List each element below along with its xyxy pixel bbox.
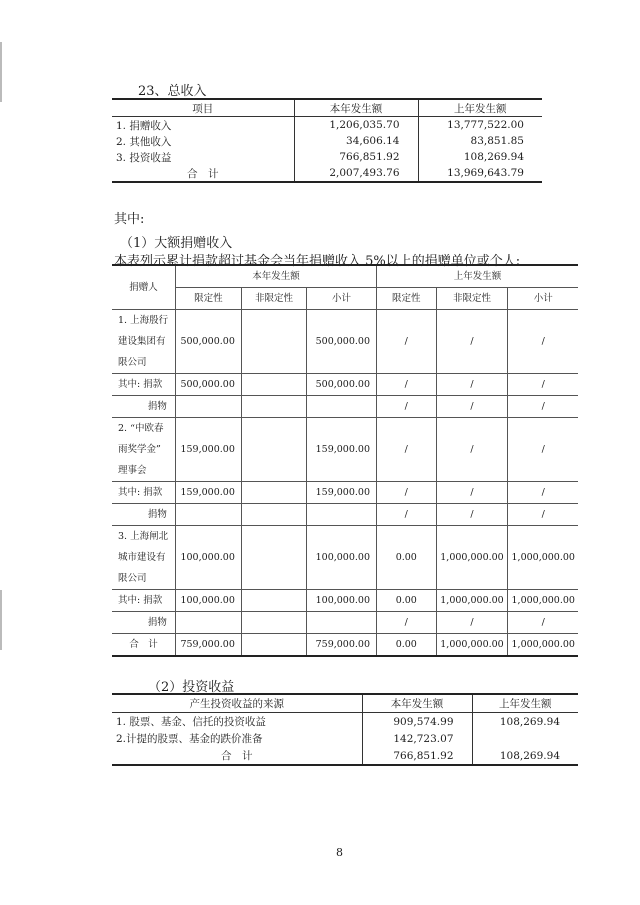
cell: 1,000,000.00 xyxy=(436,590,508,612)
goods-label: 捐物 xyxy=(112,504,175,526)
cell: 500,000.00 xyxy=(307,374,377,396)
cell: / xyxy=(508,504,578,526)
goods-row xyxy=(112,504,578,526)
cell: 100,000.00 xyxy=(307,526,377,590)
header-previous-year: 上年发生额 xyxy=(377,265,578,288)
cell: / xyxy=(377,374,437,396)
header-item: 项目 xyxy=(112,99,294,117)
page-number: 8 xyxy=(336,846,343,859)
cell: / xyxy=(436,418,508,482)
cell: / xyxy=(436,612,508,634)
cell: / xyxy=(508,612,578,634)
donor-name-line: 3. 上海闸北 xyxy=(118,531,169,542)
cash-row xyxy=(112,374,578,396)
goods-row xyxy=(112,612,578,634)
row-current: 909,574.99 xyxy=(362,713,472,731)
cell: / xyxy=(436,482,508,504)
section-title: 23、总收入 xyxy=(138,84,207,99)
total-row xyxy=(112,165,542,182)
table-row xyxy=(112,713,578,731)
row-item: 2.计提的股票、基金的跌价准备 xyxy=(116,733,263,745)
cell: / xyxy=(508,310,578,374)
cell: 159,000.00 xyxy=(307,482,377,504)
investment-table xyxy=(112,693,578,766)
cash-row xyxy=(112,590,578,612)
donor-name xyxy=(112,310,175,374)
cell: / xyxy=(436,310,508,374)
cell: / xyxy=(508,418,578,482)
row-previous: 108,269.94 xyxy=(418,149,542,165)
table-row xyxy=(112,149,542,165)
total-label: 合 计 xyxy=(221,750,253,762)
subsection-title-donations: （1）大额捐赠收入 xyxy=(120,236,233,251)
cell xyxy=(241,634,306,657)
cell: / xyxy=(377,418,437,482)
cell xyxy=(175,396,241,418)
row-previous xyxy=(472,730,578,747)
cell: / xyxy=(508,374,578,396)
subheader-unrestricted: 非限定性 xyxy=(436,288,508,310)
total-current: 2,007,493.76 xyxy=(294,165,418,182)
donor-name-line: 限公司 xyxy=(118,357,147,368)
donor-name-line: 建设集团有 xyxy=(118,336,166,347)
scan-edge-mark-bottom xyxy=(0,590,2,650)
cell: / xyxy=(377,612,437,634)
cell: 0.00 xyxy=(377,526,437,590)
donor-name-line: 限公司 xyxy=(118,573,147,584)
cell xyxy=(307,396,377,418)
row-previous: 108,269.94 xyxy=(472,713,578,731)
cell xyxy=(241,504,306,526)
cell: 500,000.00 xyxy=(307,310,377,374)
cell: 1,000,000.00 xyxy=(436,634,508,657)
total-label: 合 计 xyxy=(112,634,175,657)
cell: 100,000.00 xyxy=(175,590,241,612)
cell: / xyxy=(377,396,437,418)
goods-label: 捐物 xyxy=(112,396,175,418)
cell: / xyxy=(508,482,578,504)
cell xyxy=(175,504,241,526)
donor-name-line: 城市建设有 xyxy=(118,552,166,563)
cell: 159,000.00 xyxy=(307,418,377,482)
row-item: 3. 投资收益 xyxy=(116,151,172,164)
cell: / xyxy=(377,482,437,504)
cell: 100,000.00 xyxy=(307,590,377,612)
goods-label: 捐物 xyxy=(112,612,175,634)
donor-name xyxy=(112,526,175,590)
subheader-restricted: 限定性 xyxy=(175,288,241,310)
table-row xyxy=(112,730,578,747)
cell: 1,000,000.00 xyxy=(508,590,578,612)
subsection-title-investment: （2）投资收益 xyxy=(148,680,235,695)
donor-row xyxy=(112,526,578,590)
donor-name-line: 2. “中欧春 xyxy=(118,423,164,434)
table-row xyxy=(112,133,542,149)
cell xyxy=(241,482,306,504)
total-label: 合 计 xyxy=(187,167,219,180)
header-current: 本年发生额 xyxy=(362,694,472,713)
cell: 500,000.00 xyxy=(175,310,241,374)
cell xyxy=(241,612,306,634)
cash-label: 其中: 捐款 xyxy=(112,590,175,612)
table-row xyxy=(112,117,542,134)
cell: / xyxy=(377,310,437,374)
donor-name-line: 1. 上海殷行 xyxy=(118,315,169,326)
cell xyxy=(241,310,306,374)
total-current: 766,851.92 xyxy=(362,747,472,765)
row-previous: 83,851.85 xyxy=(418,133,542,149)
total-row xyxy=(112,634,578,657)
donor-name-line: 理事会 xyxy=(118,465,147,476)
header-current-year: 本年发生额 xyxy=(175,265,376,288)
cell xyxy=(241,374,306,396)
income-table xyxy=(112,98,542,183)
donor-row xyxy=(112,418,578,482)
among-label: 其中: xyxy=(114,212,145,227)
header-source: 产生投资收益的来源 xyxy=(112,694,362,713)
cell: 1,000,000.00 xyxy=(436,526,508,590)
row-current: 142,723.07 xyxy=(362,730,472,747)
donation-table xyxy=(112,264,578,657)
cell: 1,000,000.00 xyxy=(508,526,578,590)
donation-description: 本表列示累计捐款超过基金会当年捐赠收入 5%以上的捐赠单位或个人: xyxy=(114,254,521,269)
donation-subheader-row xyxy=(112,288,578,310)
cell: 100,000.00 xyxy=(175,526,241,590)
cell xyxy=(241,418,306,482)
subheader-unrestricted: 非限定性 xyxy=(241,288,306,310)
row-current: 766,851.92 xyxy=(294,149,418,165)
header-previous: 上年发生额 xyxy=(472,694,578,713)
row-previous: 13,777,522.00 xyxy=(418,117,542,134)
header-previous: 上年发生额 xyxy=(418,99,542,117)
cell: / xyxy=(436,396,508,418)
cash-label: 其中: 捐款 xyxy=(112,482,175,504)
header-current: 本年发生额 xyxy=(294,99,418,117)
cell xyxy=(241,396,306,418)
subheader-subtotal: 小计 xyxy=(307,288,377,310)
cell: 1,000,000.00 xyxy=(508,634,578,657)
row-current: 1,206,035.70 xyxy=(294,117,418,134)
subheader-restricted: 限定性 xyxy=(377,288,437,310)
cell: 759,000.00 xyxy=(175,634,241,657)
goods-row xyxy=(112,396,578,418)
donor-name xyxy=(112,418,175,482)
cell: 159,000.00 xyxy=(175,482,241,504)
total-previous: 108,269.94 xyxy=(472,747,578,765)
cell xyxy=(307,504,377,526)
cell: 500,000.00 xyxy=(175,374,241,396)
cell: / xyxy=(436,374,508,396)
cell: 0.00 xyxy=(377,634,437,657)
cell: 0.00 xyxy=(377,590,437,612)
row-item: 2. 其他收入 xyxy=(116,135,172,148)
donor-row xyxy=(112,310,578,374)
cell xyxy=(241,590,306,612)
scan-edge-mark-top xyxy=(0,42,2,102)
cell xyxy=(307,612,377,634)
header-donor: 捐赠人 xyxy=(112,265,175,310)
total-row xyxy=(112,747,578,765)
cell xyxy=(175,612,241,634)
cell xyxy=(241,526,306,590)
investment-table-header xyxy=(112,694,578,713)
row-item: 1. 股票、基金、信托的投资收益 xyxy=(116,716,266,728)
subheader-subtotal: 小计 xyxy=(508,288,578,310)
cell: 759,000.00 xyxy=(307,634,377,657)
donation-header-row xyxy=(112,265,578,288)
cell: / xyxy=(436,504,508,526)
cash-label: 其中: 捐款 xyxy=(112,374,175,396)
row-current: 34,606.14 xyxy=(294,133,418,149)
total-previous: 13,969,643.79 xyxy=(418,165,542,182)
row-item: 1. 捐赠收入 xyxy=(116,119,172,132)
income-table-header xyxy=(112,99,542,117)
cell: / xyxy=(508,396,578,418)
donor-name-line: 雨奖学金” xyxy=(118,444,161,455)
cell: 159,000.00 xyxy=(175,418,241,482)
cash-row xyxy=(112,482,578,504)
cell: / xyxy=(377,504,437,526)
